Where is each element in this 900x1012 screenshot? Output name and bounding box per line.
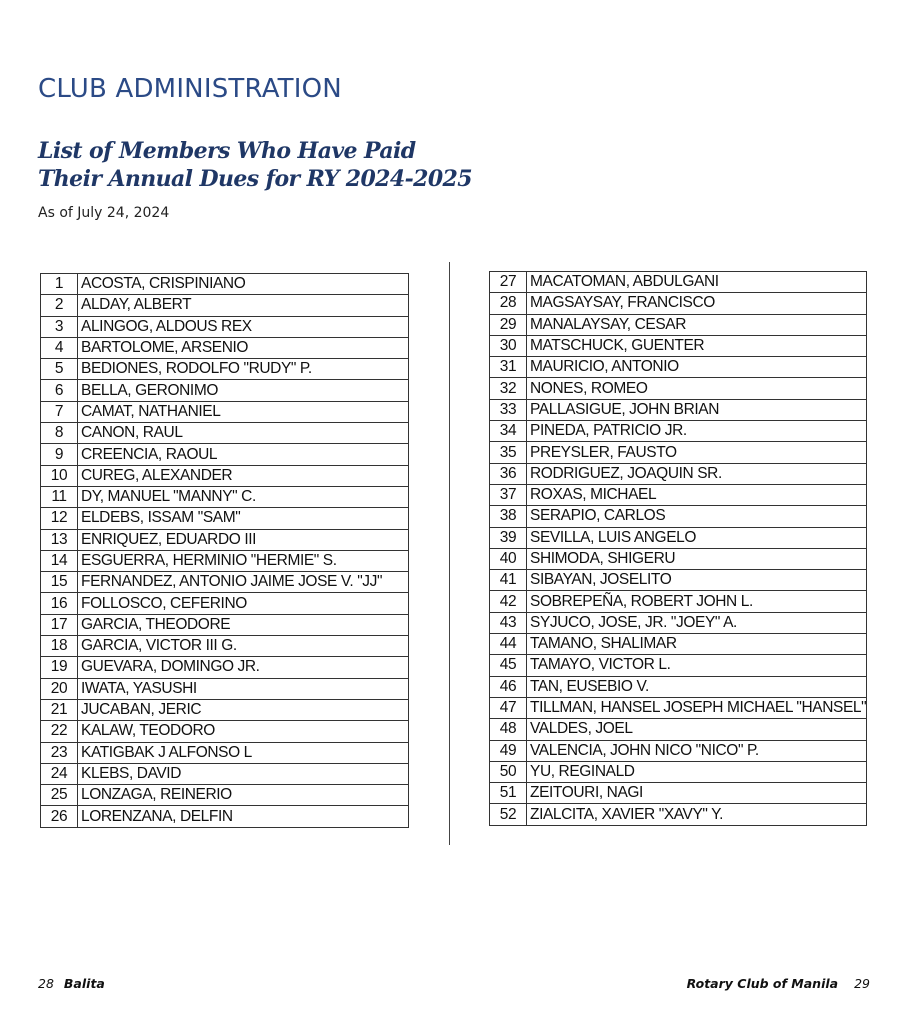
member-row (41, 529, 409, 550)
member-row (41, 465, 409, 486)
member-number: 2 (41, 295, 78, 316)
member-row (41, 486, 409, 507)
member-name: MAURICIO, ANTONIO (527, 357, 867, 378)
member-row (490, 591, 867, 612)
member-number: 36 (490, 463, 527, 484)
member-row (490, 378, 867, 399)
member-row (490, 697, 867, 718)
member-name: BELLA, GERONIMO (78, 380, 409, 401)
member-number: 29 (490, 314, 527, 335)
as-of-date: As of July 24, 2024 (38, 205, 170, 221)
member-number: 17 (41, 614, 78, 635)
member-name: TILLMAN, HANSEL JOSEPH MICHAEL "HANSEL" (527, 697, 867, 718)
member-name: PALLASIGUE, JOHN BRIAN (527, 399, 867, 420)
member-number: 50 (490, 761, 527, 782)
member-number: 23 (41, 742, 78, 763)
members-table-left (40, 273, 409, 828)
member-row (41, 678, 409, 699)
member-number: 32 (490, 378, 527, 399)
member-name: GARCIA, VICTOR III G. (78, 636, 409, 657)
member-name: ACOSTA, CRISPINIANO (78, 274, 409, 295)
member-row (41, 785, 409, 806)
footer-left (38, 976, 105, 991)
member-name: CAMAT, NATHANIEL (78, 401, 409, 422)
member-row (41, 508, 409, 529)
page-number-right: 29 (854, 976, 870, 991)
member-name: ZEITOURI, NAGI (527, 783, 867, 804)
member-row (490, 655, 867, 676)
member-name: TAMANO, SHALIMAR (527, 634, 867, 655)
member-name: GARCIA, THEODORE (78, 614, 409, 635)
member-row (41, 657, 409, 678)
member-number: 28 (490, 293, 527, 314)
member-row (41, 721, 409, 742)
member-row (490, 484, 867, 505)
member-name: ENRIQUEZ, EDUARDO III (78, 529, 409, 550)
member-number: 16 (41, 593, 78, 614)
member-row (41, 316, 409, 337)
member-row (41, 274, 409, 295)
member-name: MANALAYSAY, CESAR (527, 314, 867, 335)
member-number: 27 (490, 272, 527, 293)
member-name: MATSCHUCK, GUENTER (527, 335, 867, 356)
club-name: Rotary Club of Manila (686, 976, 839, 991)
member-name: CUREG, ALEXANDER (78, 465, 409, 486)
column-divider (449, 262, 450, 845)
member-number: 19 (41, 657, 78, 678)
member-name: LORENZANA, DELFIN (78, 806, 409, 827)
member-row (490, 612, 867, 633)
member-row (490, 506, 867, 527)
member-number: 48 (490, 719, 527, 740)
member-row (490, 570, 867, 591)
member-number: 5 (41, 359, 78, 380)
member-row (490, 272, 867, 293)
member-name: ESGUERRA, HERMINIO "HERMIE" S. (78, 550, 409, 571)
member-name: PINEDA, PATRICIO JR. (527, 421, 867, 442)
member-number: 13 (41, 529, 78, 550)
member-number: 21 (41, 699, 78, 720)
member-number: 20 (41, 678, 78, 699)
member-name: CANON, RAUL (78, 423, 409, 444)
member-row (490, 527, 867, 548)
member-row (41, 550, 409, 571)
member-row (41, 337, 409, 358)
publication-name: Balita (63, 976, 105, 991)
member-number: 10 (41, 465, 78, 486)
member-number: 30 (490, 335, 527, 356)
member-name: MACATOMAN, ABDULGANI (527, 272, 867, 293)
member-row (490, 314, 867, 335)
member-row (490, 634, 867, 655)
member-name: FERNANDEZ, ANTONIO JAIME JOSE V. "JJ" (78, 572, 409, 593)
member-number: 38 (490, 506, 527, 527)
member-name: BEDIONES, RODOLFO "RUDY" P. (78, 359, 409, 380)
member-number: 11 (41, 486, 78, 507)
member-row (41, 380, 409, 401)
member-row (490, 335, 867, 356)
member-number: 34 (490, 421, 527, 442)
member-row (41, 636, 409, 657)
member-number: 18 (41, 636, 78, 657)
member-name: GUEVARA, DOMINGO JR. (78, 657, 409, 678)
member-number: 37 (490, 484, 527, 505)
member-number: 41 (490, 570, 527, 591)
member-name: KATIGBAK J ALFONSO L (78, 742, 409, 763)
member-row (490, 442, 867, 463)
member-name: PREYSLER, FAUSTO (527, 442, 867, 463)
member-row (41, 423, 409, 444)
member-name: FOLLOSCO, CEFERINO (78, 593, 409, 614)
section-title: CLUB ADMINISTRATION (38, 74, 342, 104)
member-name: TAMAYO, VICTOR L. (527, 655, 867, 676)
member-number: 44 (490, 634, 527, 655)
member-name: ROXAS, MICHAEL (527, 484, 867, 505)
member-number: 12 (41, 508, 78, 529)
member-row (490, 676, 867, 697)
member-name: TAN, EUSEBIO V. (527, 676, 867, 697)
page-headline (38, 137, 472, 193)
member-number: 31 (490, 357, 527, 378)
headline-line-1: List of Members Who Have Paid (38, 138, 416, 164)
member-row (490, 293, 867, 314)
member-number: 22 (41, 721, 78, 742)
member-row (490, 761, 867, 782)
member-row (41, 572, 409, 593)
member-number: 9 (41, 444, 78, 465)
member-number: 45 (490, 655, 527, 676)
member-name: VALDES, JOEL (527, 719, 867, 740)
member-row (490, 740, 867, 761)
member-name: CREENCIA, RAOUL (78, 444, 409, 465)
member-number: 26 (41, 806, 78, 827)
member-name: ALINGOG, ALDOUS REX (78, 316, 409, 337)
member-name: YU, REGINALD (527, 761, 867, 782)
page-number-left: 28 (38, 976, 54, 991)
member-number: 46 (490, 676, 527, 697)
footer-right (687, 976, 870, 991)
member-number: 47 (490, 697, 527, 718)
member-name: DY, MANUEL "MANNY" C. (78, 486, 409, 507)
member-row (41, 444, 409, 465)
member-name: IWATA, YASUSHI (78, 678, 409, 699)
member-number: 35 (490, 442, 527, 463)
member-number: 51 (490, 783, 527, 804)
member-number: 42 (490, 591, 527, 612)
member-row (490, 719, 867, 740)
member-row (41, 742, 409, 763)
member-row (41, 359, 409, 380)
member-number: 1 (41, 274, 78, 295)
member-row (490, 548, 867, 569)
member-number: 39 (490, 527, 527, 548)
member-row (490, 804, 867, 825)
member-name: ALDAY, ALBERT (78, 295, 409, 316)
member-row (490, 399, 867, 420)
member-name: RODRIGUEZ, JOAQUIN SR. (527, 463, 867, 484)
member-number: 14 (41, 550, 78, 571)
member-name: SYJUCO, JOSE, JR. "JOEY" A. (527, 612, 867, 633)
member-name: NONES, ROMEO (527, 378, 867, 399)
member-name: JUCABAN, JERIC (78, 699, 409, 720)
member-row (41, 295, 409, 316)
member-name: KLEBS, DAVID (78, 763, 409, 784)
member-row (490, 783, 867, 804)
member-number: 4 (41, 337, 78, 358)
member-name: ZIALCITA, XAVIER "XAVY" Y. (527, 804, 867, 825)
member-row (41, 763, 409, 784)
member-number: 7 (41, 401, 78, 422)
member-name: SEVILLA, LUIS ANGELO (527, 527, 867, 548)
member-row (41, 699, 409, 720)
headline-line-2: Their Annual Dues for RY 2024-2025 (38, 166, 472, 192)
member-name: BARTOLOME, ARSENIO (78, 337, 409, 358)
member-row (41, 614, 409, 635)
member-name: SIBAYAN, JOSELITO (527, 570, 867, 591)
member-name: ELDEBS, ISSAM "SAM" (78, 508, 409, 529)
member-name: SOBREPEÑA, ROBERT JOHN L. (527, 591, 867, 612)
member-number: 40 (490, 548, 527, 569)
member-name: MAGSAYSAY, FRANCISCO (527, 293, 867, 314)
member-number: 24 (41, 763, 78, 784)
member-number: 52 (490, 804, 527, 825)
member-row (41, 401, 409, 422)
member-number: 3 (41, 316, 78, 337)
member-number: 8 (41, 423, 78, 444)
member-name: LONZAGA, REINERIO (78, 785, 409, 806)
members-table-right (489, 271, 867, 826)
member-row (41, 593, 409, 614)
member-name: SHIMODA, SHIGERU (527, 548, 867, 569)
member-row (490, 421, 867, 442)
member-number: 15 (41, 572, 78, 593)
member-number: 49 (490, 740, 527, 761)
member-row (490, 357, 867, 378)
member-number: 6 (41, 380, 78, 401)
member-number: 33 (490, 399, 527, 420)
member-row (490, 463, 867, 484)
member-number: 25 (41, 785, 78, 806)
member-row (41, 806, 409, 827)
member-name: KALAW, TEODORO (78, 721, 409, 742)
member-name: VALENCIA, JOHN NICO "NICO" P. (527, 740, 867, 761)
member-name: SERAPIO, CARLOS (527, 506, 867, 527)
member-number: 43 (490, 612, 527, 633)
